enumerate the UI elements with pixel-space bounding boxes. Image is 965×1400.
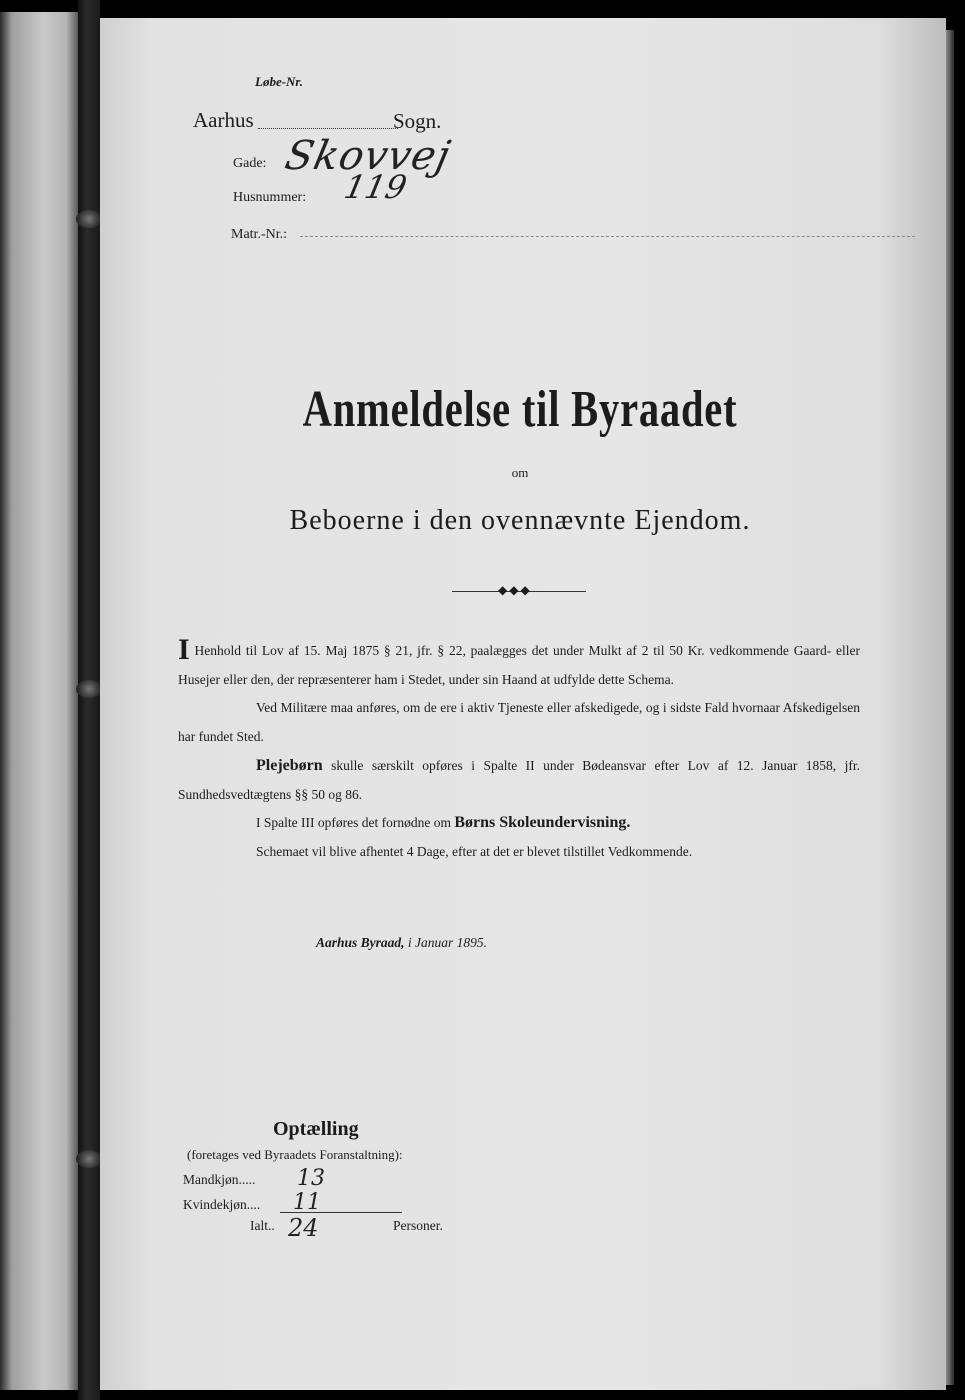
foster-text: skulle særskilt opføres i Spalte II under Bødeansvar efter Lov af 12. Januar 1858, jfr. Sundhedsvedtægtens §§ 50 og 86. xyxy=(178,757,861,802)
husnummer-label: Husnummer: xyxy=(233,190,307,205)
school-pre: I Spalte III opføres det fornødne om xyxy=(256,815,451,831)
sogn-label: Sogn. xyxy=(393,109,442,133)
school-lead: Børns Skoleundervisning. xyxy=(454,814,631,832)
right-page-edge xyxy=(946,30,954,1385)
matr-nr-label: Matr.-Nr.: xyxy=(231,227,287,242)
paragraph-law xyxy=(178,633,860,694)
personer-label: Personer. xyxy=(393,1218,443,1233)
binding-ring xyxy=(76,680,102,698)
loebe-nr-label: Løbe-Nr. xyxy=(255,74,304,89)
title-om: om xyxy=(511,465,529,480)
count-title: Optælling xyxy=(273,1118,359,1140)
issue-month: i Januar 1895. xyxy=(407,935,488,950)
gade-handwritten-value: Skovvej xyxy=(281,133,455,179)
sum-rule xyxy=(280,1212,402,1213)
count-subtitle: (foretages ved Byraadets Foranstaltning): xyxy=(187,1147,403,1162)
mandkjon-value: 13 xyxy=(297,1166,325,1191)
city-label: Aarhus xyxy=(193,108,254,132)
matr-nr-line xyxy=(300,236,915,237)
instructions-body xyxy=(178,633,861,867)
kvindekjon-value: 11 xyxy=(293,1190,321,1215)
paragraph-law-text: Henhold til Lov af 15. Maj 1875 § 21, jfr. § 22, paalægges det under Mulkt af 2 til 50 Kr. vedkommende Gaard- eller Husejer eller den, der repræsenterer ham i Stedet, under sin Haand at udfylde dette Schema. xyxy=(178,643,860,687)
sogn-dotted-line xyxy=(258,128,398,129)
document-title: Anmeldelse til Byraadet xyxy=(302,381,738,438)
mandkjon-label: Mandkjøn..... xyxy=(183,1172,256,1187)
gade-label: Gade: xyxy=(233,156,267,171)
paragraph-foster xyxy=(178,752,860,809)
binding-ring xyxy=(76,210,102,228)
kvindekjon-label: Kvindekjøn.... xyxy=(183,1197,261,1212)
binding-ring xyxy=(76,1150,102,1168)
issue-date xyxy=(316,935,487,951)
issuer: Aarhus Byraad, xyxy=(316,935,405,950)
ialt-label: Ialt.. xyxy=(250,1218,275,1233)
paragraph-military: Ved Militære maa anføres, om de ere i aktiv Tjeneste eller afskedigede, og i sidste Fald hvornaar Afskedigelsen har fundet Sted. xyxy=(178,700,860,745)
husnummer-handwritten-value: 119 xyxy=(340,168,411,206)
foster-lead: Plejebørn xyxy=(256,756,323,774)
ornament-diamonds: ◆◆◆ xyxy=(498,583,532,597)
paragraph-school xyxy=(178,809,860,838)
paragraph-pickup: Schemaet vil blive afhentet 4 Dage, efter at det er blevet tilstillet Vedkommende. xyxy=(256,843,693,859)
document-subtitle: Beboerne i den ovennævnte Ejendom. xyxy=(289,505,751,536)
ialt-value: 24 xyxy=(288,1214,319,1242)
drop-cap: I xyxy=(178,633,190,666)
left-page-edge xyxy=(0,12,78,1390)
